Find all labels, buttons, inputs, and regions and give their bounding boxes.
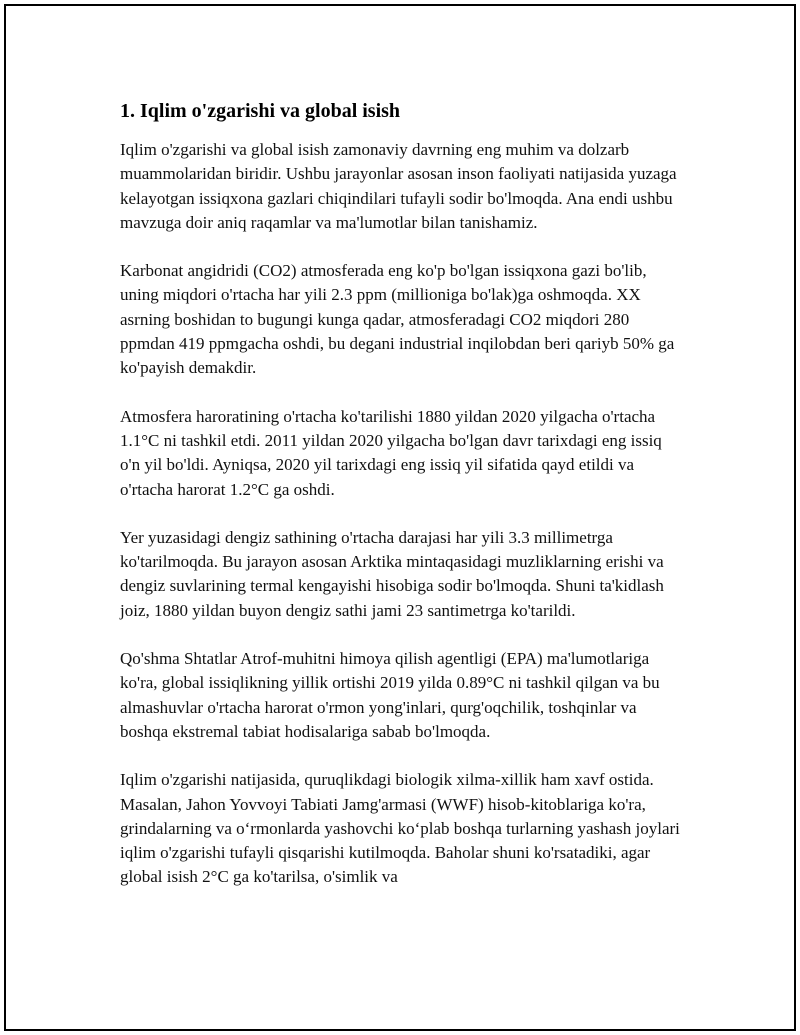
document-page	[4, 4, 796, 1031]
paragraph-epa: Qo'shma Shtatlar Atrof-muhitni himoya qilish agentligi (EPA) ma'lumotlariga ko'ra, global issiqlikning yillik ortishi 2019 yilda 0.89°C ni tashkil qilgan va bu almashuvlar o'rtacha harorat o'rmon yong'inlari, qurg'oqchilik, toshqinlar va boshqa ekstremal tabiat hodisalariga sabab bo'lmoqda.	[120, 649, 660, 741]
section-heading: 1. Iqlim o'zgarishi va global isish	[120, 100, 401, 122]
paragraph-co2: Karbonat angidridi (CO2) atmosferada eng ko'p bo'lgan issiqxona gazi bo'lib, uning miqdori o'rtacha har yili 2.3 ppm (millioniga bo'lak)ga oshmoqda. XX asrning boshidan to bugungi kunga qadar, atmosferadagi CO2 miqdori 280 ppmdan 419 ppmgacha oshdi, bu degani industrial inqilobdan beri qariyb 50% ga ko'payish demakdir.	[120, 261, 675, 378]
paragraph-biodiversity: Iqlim o'zgarishi natijasida, quruqlikdagi biologik xilma-xillik ham xavf ostida. Masalan, Jahon Yovvoyi Tabiati Jamg'armasi (WWF) hisob-kitoblariga ko'ra, grindalarning va o‘rmonlarda yashovchi ko‘plab boshqa turlarning yashash joylari iqlim o'zgarishi tufayli qisqarishi kutilmoqda. Baholar shuni ko'rsatadiki, agar global isish 2°C ga ko'tarilsa, o'simlik va	[120, 770, 680, 887]
paragraph-intro: Iqlim o'zgarishi va global isish zamonaviy davrning eng muhim va dolzarb muammolaridan biridir. Ushbu jarayonlar asosan inson faoliyati natijasida yuzaga kelayotgan issiqxona gazlari chiqindilari tufayli sodir bo'lmoqda. Ana endi ushbu mavzuga doir aniq raqamlar va ma'lumotlar bilan tanishamiz.	[120, 140, 677, 232]
paragraph-temperature: Atmosfera haroratining o'rtacha ko'tarilishi 1880 yildan 2020 yilgacha o'rtacha 1.1°C ni tashkil etdi. 2011 yildan 2020 yilgacha bo'lgan davr tarixdagi eng issiq o'n yil bo'ldi. Ayniqsa, 2020 yil tarixdagi eng issiq yil sifatida qayd etildi va o'rtacha harorat 1.2°C ga oshdi.	[120, 406, 662, 499]
document-body	[120, 98, 680, 914]
paragraph-sea-level: Yer yuzasidagi dengiz sathining o'rtacha darajasi har yili 3.3 millimetrga ko'tarilmoqda. Bu jarayon asosan Arktika mintaqasidagi muzliklarning erishi va dengiz suvlarining termal kengayishi hisobiga sodir bo'lmoqda. Shuni ta'kidlash joiz, 1880 yildan buyon dengiz sathi jami 23 santimetrga ko'tarildi.	[120, 527, 664, 620]
